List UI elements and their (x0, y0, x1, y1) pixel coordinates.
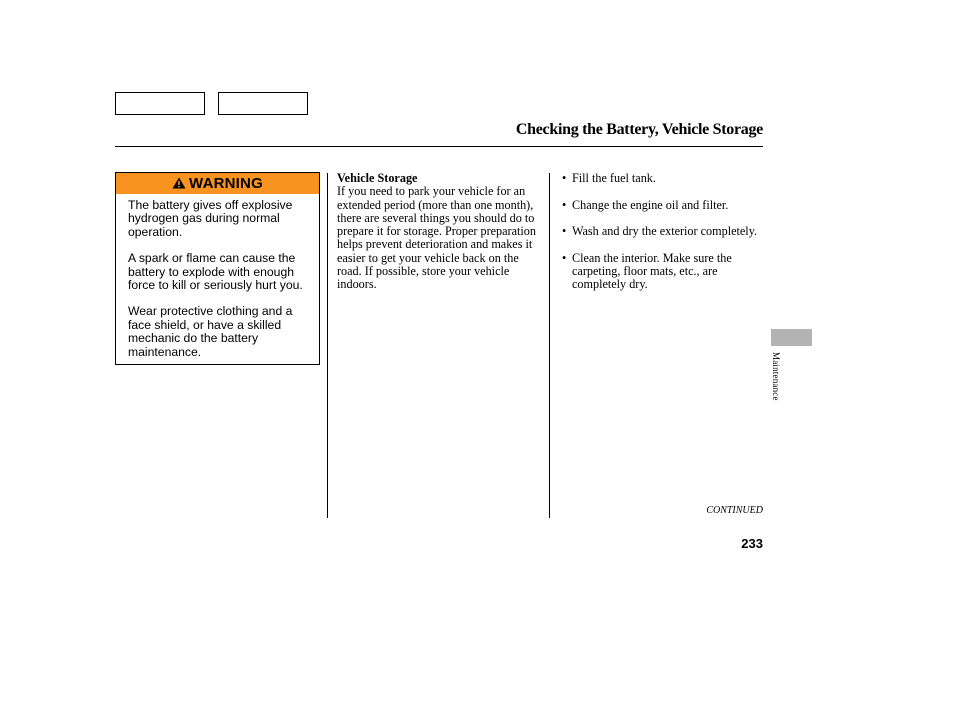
bullet-icon: • (562, 224, 567, 239)
warning-paragraph: A spark or flame can cause the battery to explode with enough force to kill or seriously hurt you. (128, 251, 303, 293)
page-title: Checking the Battery, Vehicle Storage (515, 121, 763, 138)
warning-paragraph: Wear protective clothing and a face shield, or have a skilled mechanic do the battery maintenance. (128, 304, 293, 359)
warning-body (116, 194, 319, 359)
list-item (562, 199, 767, 212)
column-divider-2 (549, 173, 550, 518)
title-divider (115, 146, 763, 147)
warning-paragraph: The battery gives off explosive hydrogen gas during normal operation. (128, 198, 293, 239)
bullet-icon: • (562, 171, 567, 185)
list-item-text: Change the engine oil and filter. (572, 197, 729, 212)
section-label: Maintenance (771, 352, 781, 401)
list-item (562, 225, 767, 238)
list-item-text: Clean the interior. Make sure the carpeting, floor mats, etc., are completely dry. (572, 250, 732, 292)
vehicle-storage-body: If you need to park your vehicle for an extended period (more than one month), there are several things you should do to prepare it for storage. Proper preparation helps prevent deterioration and makes it easier to get your vehicle back on the road. If possible, store your vehicle indoors. (337, 184, 536, 292)
page-number: 233 (741, 536, 763, 551)
column-divider-1 (327, 173, 328, 518)
warning-label: WARNING (189, 174, 263, 192)
bullet-icon: • (562, 197, 567, 212)
warning-triangle-icon (172, 177, 186, 189)
continued-label: CONTINUED (706, 505, 763, 516)
list-item-text: Wash and dry the exterior completely. (572, 224, 758, 239)
storage-checklist (562, 172, 767, 305)
list-item (562, 252, 767, 292)
warning-header (116, 173, 319, 194)
nav-box-previous[interactable] (115, 92, 205, 115)
vehicle-storage-heading: Vehicle Storage (337, 171, 418, 185)
vehicle-storage-section (337, 172, 542, 292)
list-item-text: Fill the fuel tank. (572, 171, 656, 185)
bullet-icon: • (562, 250, 567, 265)
nav-box-next[interactable] (218, 92, 308, 115)
list-item (562, 172, 767, 185)
warning-box (115, 172, 320, 365)
section-tab (771, 329, 812, 346)
